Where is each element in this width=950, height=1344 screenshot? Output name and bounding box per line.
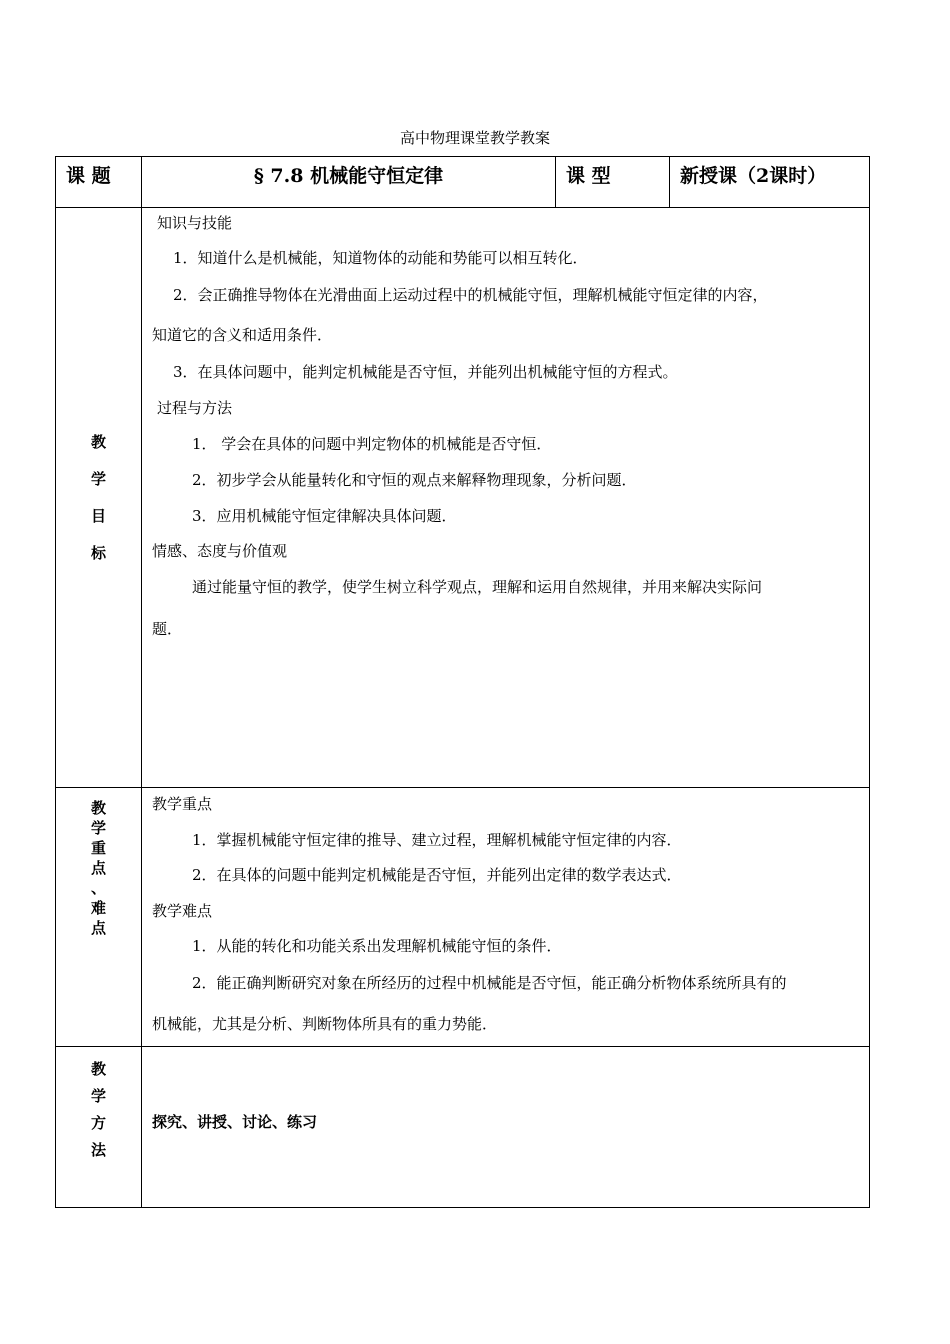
objectives-label-char: 学 bbox=[90, 470, 106, 488]
methods-label-cell bbox=[56, 1047, 142, 1208]
objectives-label bbox=[56, 208, 141, 578]
objectives-content bbox=[142, 208, 870, 788]
difficulty-heading: 教学难点 bbox=[152, 902, 213, 920]
process-heading: 过程与方法 bbox=[157, 399, 233, 417]
difficulty-item: 2．能正确判断研究对象在所经历的过程中机械能是否守恒，能正确分析物体系统所具有的 bbox=[192, 974, 787, 992]
topic-value-cell bbox=[142, 157, 556, 208]
knowledge-item-cont: 知道它的含义和适用条件． bbox=[152, 326, 333, 344]
process-item: 2．初步学会从能量转化和守恒的观点来解释物理现象，分析问题． bbox=[192, 471, 637, 489]
lesson-plan-table bbox=[55, 156, 870, 1208]
topic-label-cell bbox=[56, 157, 142, 208]
topic-label: 课 题 bbox=[66, 165, 111, 187]
knowledge-item: 1．知道什么是机械能，知道物体的动能和势能可以相互转化． bbox=[173, 249, 588, 267]
key-points-label-char: 、 bbox=[90, 879, 106, 897]
emotion-item: 通过能量守恒的教学，使学生树立科学观点，理解和运用自然规律，并用来解决实际问 bbox=[192, 578, 763, 596]
difficulty-item: 1．从能的转化和功能关系出发理解机械能守恒的条件． bbox=[192, 937, 562, 955]
objectives-label-char: 标 bbox=[90, 544, 106, 562]
process-item: 1． 学会在具体的问题中判定物体的机械能是否守恒． bbox=[192, 435, 552, 453]
knowledge-item: 2．会正确推导物体在光滑曲面上运动过程中的机械能守恒，理解机械能守恒定律的内容， bbox=[173, 286, 768, 304]
key-points-label-char: 教 bbox=[90, 799, 106, 817]
knowledge-item: 3．在具体问题中，能判定机械能是否守恒，并能列出机械能守恒的方程式。 bbox=[173, 363, 678, 381]
key-points-content bbox=[142, 788, 870, 1047]
key-points-label-char: 难 bbox=[90, 899, 106, 917]
methods-label-char: 学 bbox=[90, 1087, 106, 1105]
type-label-cell bbox=[556, 157, 670, 208]
key-points-label-char: 重 bbox=[90, 839, 106, 857]
key-points-row bbox=[56, 788, 870, 1047]
key-points-label-cell bbox=[56, 788, 142, 1047]
process-item: 3．应用机械能守恒定律解决具体问题． bbox=[192, 507, 457, 525]
objectives-label-char: 教 bbox=[90, 433, 106, 451]
key-points-label-char: 学 bbox=[90, 819, 106, 837]
emotion-item-cont: 题． bbox=[152, 620, 183, 638]
key-points-label bbox=[56, 788, 141, 936]
type-value-cell bbox=[670, 157, 870, 208]
document-title: 高中物理课堂教学教案 bbox=[399, 129, 550, 147]
objectives-row bbox=[56, 208, 870, 788]
objectives-label-char: 目 bbox=[90, 507, 106, 525]
methods-label-char: 法 bbox=[90, 1141, 106, 1159]
methods-content bbox=[142, 1047, 870, 1208]
type-value: 新授课（2课时） bbox=[680, 165, 827, 187]
key-points-label-char: 点 bbox=[90, 919, 106, 937]
methods-label bbox=[56, 1047, 141, 1165]
focus-item: 2．在具体的问题中能判定机械能是否守恒，并能列出定律的数学表达式． bbox=[192, 866, 682, 884]
header-row bbox=[56, 157, 870, 208]
emotion-heading: 情感、态度与价值观 bbox=[152, 542, 288, 560]
key-points-label-char: 点 bbox=[90, 859, 106, 877]
knowledge-heading: 知识与技能 bbox=[157, 214, 233, 232]
focus-item: 1．掌握机械能守恒定律的推导、建立过程，理解机械能守恒定律的内容． bbox=[192, 831, 682, 849]
difficulty-item-cont: 机械能，尤其是分析、判断物体所具有的重力势能． bbox=[152, 1015, 498, 1033]
objectives-label-cell bbox=[56, 208, 142, 788]
methods-label-char: 教 bbox=[90, 1060, 106, 1078]
topic-value: § 7.8 机械能守恒定律 bbox=[253, 165, 444, 187]
methods-value: 探究、讲授、讨论、练习 bbox=[152, 1113, 318, 1131]
methods-label-char: 方 bbox=[90, 1114, 106, 1132]
type-label: 课 型 bbox=[566, 165, 611, 187]
methods-row bbox=[56, 1047, 870, 1208]
focus-heading: 教学重点 bbox=[152, 795, 213, 813]
